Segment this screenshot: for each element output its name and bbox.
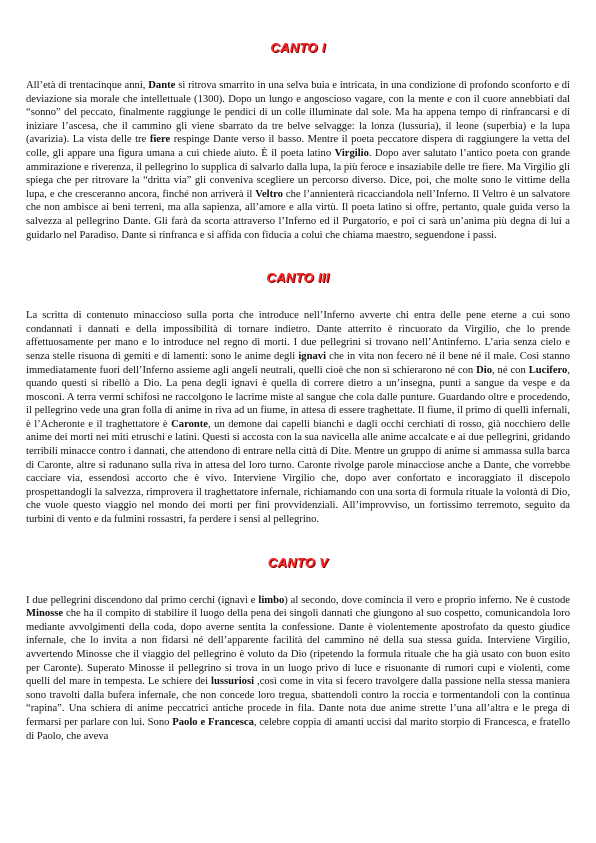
bold-term: Lucifero <box>528 364 568 376</box>
text-run: , celebre coppia di amanti uccisi dal marito storpio di Francesca, e fratello di Paolo, che aveva <box>26 716 570 742</box>
text-run: All’età di trentacinque anni, <box>26 80 149 91</box>
bold-term: Dio <box>476 364 492 376</box>
bold-term: Caronte <box>171 418 209 430</box>
text-run: La scritta di contenuto minaccioso sulla porta che introduce nell’Inferno avverte chi entra delle pene eterne a cui sono condannati i dannati e della impossibilità di tornare indietro. Dante atterrito è rincuorato da Virgilio, che lo prende affettuosamente per mano e lo introduce nel regno di morti. I due pellegrini si trovano nell’Antinferno. L’aria senza cielo e senza stelle risuona di gemiti e di lamenti: sono le anime degli <box>26 310 570 362</box>
text-run: ,così come in vita si fecero travolgere dalla passione nella stessa maniera sono travolti dalla bufera infernale, che non concede loro tregua, sbattendoli contro la roccia e tormentandoli con la continua “rapina”. Una schiera di anime peccatrici antiche procede in fila. Dante nota due anime strette l’una all’altra e le prega di fermarsi per parlare con lui. Sono <box>26 676 570 728</box>
text-run: respinge Dante verso il basso. Mentre il poeta peccatore dispera di raggiungere la vetta del colle, gli appare una figura umana a cui chiede aiuto. È il poeta latino <box>26 134 570 159</box>
bold-term: Veltro <box>255 188 283 200</box>
section-canto-5 <box>26 555 570 744</box>
section-paragraph <box>26 79 570 242</box>
section-title: CANTO I <box>270 40 326 55</box>
text-run: ) al secondo, dove comincia il vero e proprio inferno. Ne è custode <box>284 594 570 606</box>
bold-term: fiere <box>149 134 171 146</box>
section-paragraph <box>26 594 570 744</box>
bold-term: lussuriosi <box>211 676 255 688</box>
bold-term: Dante <box>148 80 176 91</box>
section-title: CANTO III <box>266 270 330 286</box>
text-run: , né con <box>491 364 529 376</box>
text-run: . Dopo aver salutato l’antico poeta con grande ammirazione e riverenza, il pellegrino lo supplica di salvarlo dalla lupa, la più feroce e insaziabile delle tre fiere. Ma Virgilio gli spiega che per ritrovare la “dritta via” gli conveniva scegliere un percorso diverso. Dice, poi, che molte sono le vittime della lupa, e che cresceranno ancora, finché non arriverà il <box>26 147 570 200</box>
section-canto-1 <box>26 40 570 242</box>
text-run: , un demone dai capelli bianchi e dagli occhi cerchiati di rosso, già nocchiero delle anime dei morti nei miti etruschi e latini. Questi si accosta con la sua navicella alle anime accalcate e ai due pellegrini, gridando terribili minacce contro i dannati, che attendono di entrare nella città di Dite. Mentre un gruppo di anime si ammassa sulla barca di Caronte, altre si radunano sulla riva in attesa del loro turno. Caronte rivolge parole minacciose anche a Dante, che vorrebbe cacciare via, essendosi accorto che è vivo. Interviene Virgilio che, dopo aver confortato e incoraggiato il discepolo prospettandogli la salvezza, rimprovera il traghettatore infernale, richiamando con una sorta di formula rituale la volontà di Dio, che vuole questo viaggio nel mondo dei morti per fini provvidenziali. All’improvviso, un fortissimo terremoto, seguito da turbini di vento e da fulmini rossastri, fa perdere i sensi al pellegrino. <box>26 418 570 526</box>
text-run: che l’annienterà ricacciandola nell’Inferno. Il Veltro è un salvatore che non ambisce ai beni terreni, ma alla sapienza, all’amore e alla virtù. Il poeta latino si offre, pertanto, quale guida verso la salvezza al pellegrino Dante. Gli farà da scorta attraverso l’Inferno ed il Purgatorio, e poi ci sarà un’anima più degna di lui a guidarlo nel Paradiso. Dante si rinfranca e si affida con fiducia a colui che chiama maestro, seguendone i passi. <box>26 188 570 241</box>
bold-term: limbo <box>258 594 285 606</box>
bold-term: Paolo e Francesca <box>172 716 254 728</box>
text-run: che in vita non fecero né il bene né il male. Così stanno immediatamente fuori dell’Inferno assieme agli angeli neutrali, quelli cioè che non si schierarono né con <box>26 350 570 376</box>
text-run: che ha il compito di stabilire il luogo della pena dei singoli dannati che giungono al suo cospetto, comunicandola loro mediante avvolgimenti della coda, dopo averne sentita la confessione. Dante è violentemente apostrofato da questo giudice infernale, che lo invita a non fidarsi né dell’apparente facilità del cammino né della sua stessa guida. Interviene Virgilio, avvertendo Minosse che il viaggio del pellegrino è voluto da Dio (ripetendo la formula rituale che ha già usato con buon esito per Caronte). Superato Minosse il pellegrino si trova in un luogo privo di luce e risuonante di rumori cupi e violenti, come quelli del mare in tempesta. Le schiere dei <box>26 608 570 688</box>
section-title: CANTO V <box>267 554 329 570</box>
text-run: I due pellegrini discendono dal primo cerchi (ignavi e <box>26 594 259 606</box>
bold-term: Virgilio <box>334 147 369 159</box>
text-run: si ritrova smarrito in una selva buia e intricata, in una condizione di profondo sconforto e di deviazione sia morale che intellettuale (1300). Dopo un lungo e angoscioso vagare, con la mente e con il cuore annebbiati dal “sonno” del peccato, finalmente raggiunge le pendici di un colle illuminate dal sole. Ma ha appena tempo di rinfrancarsi e di iniziare l’ascesa, che il cammino gli viene sbarrato da tre belve selvagge: la lonza (lussuria), il leone (superbia) e la lupa (avarizia). La vista delle tre <box>26 80 570 146</box>
text-run: , quando questi si ribellò a Dio. La pena degli ignavi è quella di correre dietro a un’insegna, punti a sangue da vespe e da mosconi. A terra vermi schifosi ne raccolgono le lacrime miste al sangue che cola dalle punture. Guardando oltre e procedendo, il pellegrino vede una gran folla di anime in riva ad un fiume, in attesa di essere traghettate. Il fiume, il primo di quelli infernali, è l’Acheronte e il traghettatore è <box>26 364 570 430</box>
bold-term: ignavi <box>298 350 327 362</box>
bold-term: Minosse <box>26 608 64 620</box>
section-paragraph <box>26 309 570 527</box>
section-canto-3 <box>26 270 570 527</box>
